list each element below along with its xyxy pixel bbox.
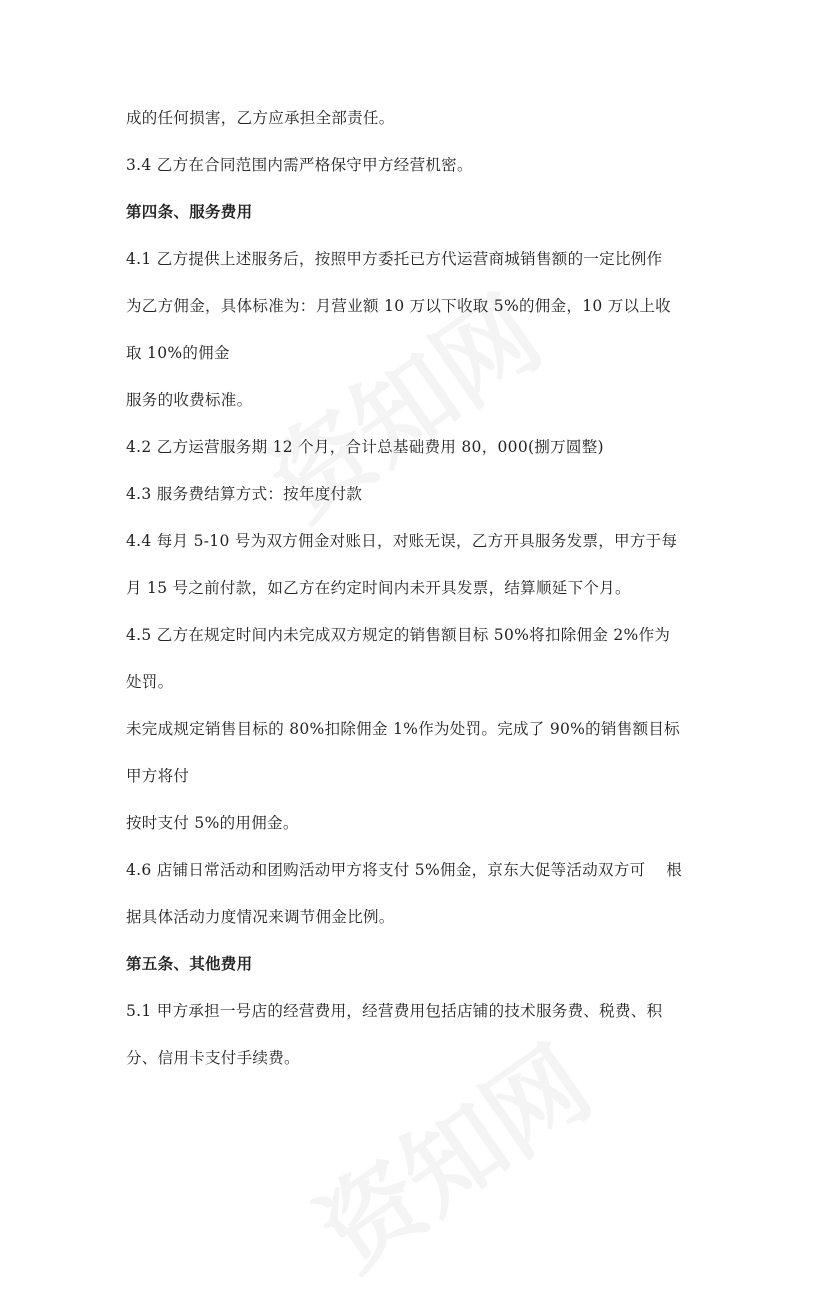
clause-4-6: 4.6 店铺日常活动和团购活动甲方将支付 5%佣金，京东大促等活动双方可 根 — [126, 861, 683, 879]
clause-4-1-cont: 取 10%的佣金 — [126, 344, 230, 362]
paragraph-line: 服务的收费标准。 — [126, 391, 253, 409]
clause-5-1: 5.1 甲方承担一号店的经营费用，经营费用包括店铺的技术服务费、税费、积 — [126, 1002, 663, 1020]
clause-4-1: 4.1 乙方提供上述服务后，按照甲方委托已方代运营商城销售额的一定比例作 — [126, 250, 663, 268]
paragraph-line: 甲方将付 — [126, 767, 190, 785]
paragraph-line: 未完成规定销售目标的 80%扣除佣金 1%作为处罚。完成了 90%的销售额目标 — [126, 720, 680, 738]
clause-5-1-cont: 分、信用卡支付手续费。 — [126, 1049, 300, 1067]
paragraph-line: 成的任何损害，乙方应承担全部责任。 — [126, 109, 395, 127]
clause-4-4-cont: 月 15 号之前付款，如乙方在约定时间内未开具发票，结算顺延下个月。 — [126, 579, 631, 597]
clause-3-4: 3.4 乙方在合同范围内需严格保守甲方经营机密。 — [126, 156, 473, 174]
paragraph-line: 按时支付 5%的用佣金。 — [126, 814, 299, 832]
section-heading-4: 第四条、服务费用 — [126, 202, 253, 221]
clause-4-3: 4.3 服务费结算方式：按年度付款 — [126, 485, 363, 503]
clause-4-5: 4.5 乙方在规定时间内未完成双方规定的销售额目标 50%将扣除佣金 2%作为 — [126, 626, 671, 644]
clause-4-2: 4.2 乙方运营服务期 12 个月，合计总基础费用 80，000(捌万圆整) — [126, 438, 604, 456]
clause-4-1-cont: 为乙方佣金，具体标准为：月营业额 10 万以下收取 5%的佣金，10 万以上收 — [126, 297, 671, 315]
clause-4-4: 4.4 每月 5-10 号为双方佣金对账日，对账无误，乙方开具服务发票，甲方于每 — [126, 532, 678, 550]
section-heading-5: 第五条、其他费用 — [126, 954, 253, 973]
clause-4-6-cont: 据具体活动力度情况来调节佣金比例。 — [126, 908, 395, 926]
clause-4-5-cont: 处罚。 — [126, 673, 174, 691]
